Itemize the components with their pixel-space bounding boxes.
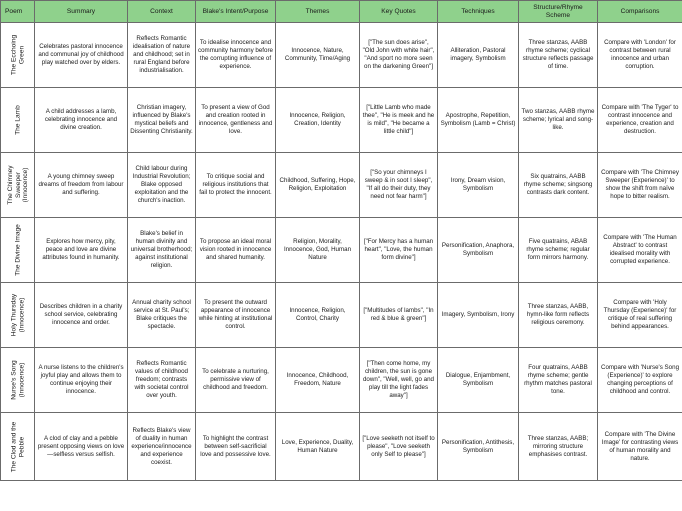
comparisons-cell: Compare with 'London' for contrast between rural innocence and urban corruption. xyxy=(598,23,682,88)
poem-title: The Chimney Sweeper (Innocence) xyxy=(6,165,29,205)
header-row xyxy=(1,1,682,23)
structure-cell: Three stanzas, AABB, hymn-like form reflects religious ceremony. xyxy=(519,283,598,348)
table-row xyxy=(1,23,682,88)
themes-cell: Innocence, Religion, Creation, Identity xyxy=(276,88,360,153)
poem-title: The Lamb xyxy=(13,105,21,135)
summary-cell: A young chimney sweep dreams of freedom from labour and suffering. xyxy=(35,153,128,218)
summary-cell: Celebrates pastoral innocence and communal joy of childhood play watched over by elders. xyxy=(35,23,128,88)
header-themes: Themes xyxy=(276,1,360,23)
intent-cell: To present the outward appearance of innocence while hinting at institutional control. xyxy=(196,283,276,348)
summary-cell: A child addresses a lamb, celebrating innocence and divine creation. xyxy=(35,88,128,153)
intent-cell: To critique social and religious institutions that fail to protect the innocent. xyxy=(196,153,276,218)
poem-cell xyxy=(1,218,35,283)
intent-cell: To celebrate a nurturing, permissive view of childhood and freedom. xyxy=(196,348,276,413)
summary-cell: Explores how mercy, pity, peace and love are divine attributes found in humanity. xyxy=(35,218,128,283)
poem-title: Holy Thursday (Innocence) xyxy=(10,293,25,337)
intent-cell: To propose an ideal moral vision rooted in innocence and shared humanity. xyxy=(196,218,276,283)
structure-cell: Three stanzas, AABB rhyme scheme; cyclical structure reflects passage of time. xyxy=(519,23,598,88)
context-cell: Annual charity school service at St. Paul's; Blake critiques the spectacle. xyxy=(128,283,196,348)
header-comparisons: Comparisons xyxy=(598,1,682,23)
intent-cell: To idealise innocence and community harmony before the corrupting influence of experience. xyxy=(196,23,276,88)
themes-cell: Innocence, Religion, Control, Charity xyxy=(276,283,360,348)
summary-cell: A nurse listens to the children's joyful play and allows them to continue enjoying their innocence. xyxy=(35,348,128,413)
themes-cell: Innocence, Childhood, Freedom, Nature xyxy=(276,348,360,413)
header-techniques: Techniques xyxy=(438,1,519,23)
header-context: Context xyxy=(128,1,196,23)
structure-cell: Six quatrains, AABB rhyme scheme; singsong contrasts dark content. xyxy=(519,153,598,218)
poem-cell xyxy=(1,348,35,413)
quotes-cell: ["Multitudes of lambs", "In red & blue & green"] xyxy=(360,283,438,348)
context-cell: Child labour during Industrial Revolution; Blake opposed exploitation and the church's inaction. xyxy=(128,153,196,218)
techniques-cell: Personification, Anaphora, Symbolism xyxy=(438,218,519,283)
themes-cell: Religion, Morality, Innocence, God, Human Nature xyxy=(276,218,360,283)
quotes-cell: ["Then come home, my children, the sun is gone down", "Well, well, go and play till the light fades away"] xyxy=(360,348,438,413)
poem-cell xyxy=(1,153,35,218)
poem-cell xyxy=(1,283,35,348)
comparisons-cell: Compare with 'Holy Thursday (Experience)' for critique of real suffering behind appearances. xyxy=(598,283,682,348)
table-row xyxy=(1,413,682,481)
poem-title: The Divine Image xyxy=(13,224,21,276)
table-row xyxy=(1,88,682,153)
summary-cell: A clod of clay and a pebble present opposing views on love—selfless versus selfish. xyxy=(35,413,128,481)
table-row xyxy=(1,218,682,283)
summary-cell: Describes children in a charity school service, celebrating innocence and order. xyxy=(35,283,128,348)
context-cell: Reflects Romantic idealisation of nature and childhood; set in rural England before industrialisation. xyxy=(128,23,196,88)
context-cell: Reflects Romantic values of childhood freedom; contrasts with societal control over youth. xyxy=(128,348,196,413)
quotes-cell: ["So your chimneys I sweep & in soot I sleep", "If all do their duty, they need not fear harm"] xyxy=(360,153,438,218)
table-row xyxy=(1,153,682,218)
poem-title: The Ecchoing Green xyxy=(10,34,25,76)
context-cell: Reflects Blake's view of duality in human experience/innocence and experience coexist. xyxy=(128,413,196,481)
poem-title: Nurse's Song (Innocence) xyxy=(10,360,25,400)
context-cell: Christian imagery, influenced by Blake's mystical beliefs and Dissenting Christianity. xyxy=(128,88,196,153)
header-intent: Blake's Intent/Purpose xyxy=(196,1,276,23)
quotes-cell: ["For Mercy has a human heart", "Love, the human form divine"] xyxy=(360,218,438,283)
comparisons-cell: Compare with 'The Human Abstract' to contrast idealised morality with corrupted experience. xyxy=(598,218,682,283)
intent-cell: To highlight the contrast between self-sacrificial love and possessive love. xyxy=(196,413,276,481)
poem-cell xyxy=(1,413,35,481)
poem-title: The Clod and the Pebble xyxy=(10,421,25,472)
quotes-cell: ["Little Lamb who made thee", "He is meek and he is mild", "He became a little child"] xyxy=(360,88,438,153)
header-structure: Structure/Rhyme Scheme xyxy=(519,1,598,23)
structure-cell: Four quatrains, AABB rhyme scheme; gentle rhythm matches pastoral tone. xyxy=(519,348,598,413)
intent-cell: To present a view of God and creation rooted in innocence, gentleness and love. xyxy=(196,88,276,153)
techniques-cell: Irony, Dream vision, Symbolism xyxy=(438,153,519,218)
structure-cell: Five quatrains, ABAB rhyme scheme; regular form mirrors harmony. xyxy=(519,218,598,283)
header-poem: Poem xyxy=(1,1,35,23)
header-quotes: Key Quotes xyxy=(360,1,438,23)
techniques-cell: Apostrophe, Repetition, Symbolism (Lamb = Christ) xyxy=(438,88,519,153)
comparisons-cell: Compare with 'The Tyger' to contrast innocence and experience, creation and destruction. xyxy=(598,88,682,153)
structure-cell: Two stanzas, AABB rhyme scheme; lyrical and song-like. xyxy=(519,88,598,153)
quotes-cell: ["Love seeketh not itself to please", "Love seeketh only Self to please"] xyxy=(360,413,438,481)
header-summary: Summary xyxy=(35,1,128,23)
table-row xyxy=(1,348,682,413)
context-cell: Blake's belief in human divinity and universal brotherhood; against institutional religion. xyxy=(128,218,196,283)
techniques-cell: Personification, Antithesis, Symbolism xyxy=(438,413,519,481)
themes-cell: Innocence, Nature, Community, Time/Aging xyxy=(276,23,360,88)
techniques-cell: Dialogue, Enjambment, Symbolism xyxy=(438,348,519,413)
comparisons-cell: Compare with 'Nurse's Song (Experience)' to explore changing perceptions of childhood and control. xyxy=(598,348,682,413)
structure-cell: Three stanzas, AABB; mirroring structure emphasises contrast. xyxy=(519,413,598,481)
comparisons-cell: Compare with 'The Chimney Sweeper (Experience)' to show the shift from naïve hope to bitter realism. xyxy=(598,153,682,218)
themes-cell: Love, Experience, Duality, Human Nature xyxy=(276,413,360,481)
table-row xyxy=(1,283,682,348)
techniques-cell: Alliteration, Pastoral imagery, Symbolism xyxy=(438,23,519,88)
themes-cell: Childhood, Suffering, Hope, Religion, Exploitation xyxy=(276,153,360,218)
techniques-cell: Imagery, Symbolism, Irony xyxy=(438,283,519,348)
poem-cell xyxy=(1,23,35,88)
comparisons-cell: Compare with 'The Divine Image' for contrasting views of human morality and nature. xyxy=(598,413,682,481)
poem-cell xyxy=(1,88,35,153)
quotes-cell: ["The sun does arise", "Old John with white hair", "And sport no more seen on the darkening Green"] xyxy=(360,23,438,88)
